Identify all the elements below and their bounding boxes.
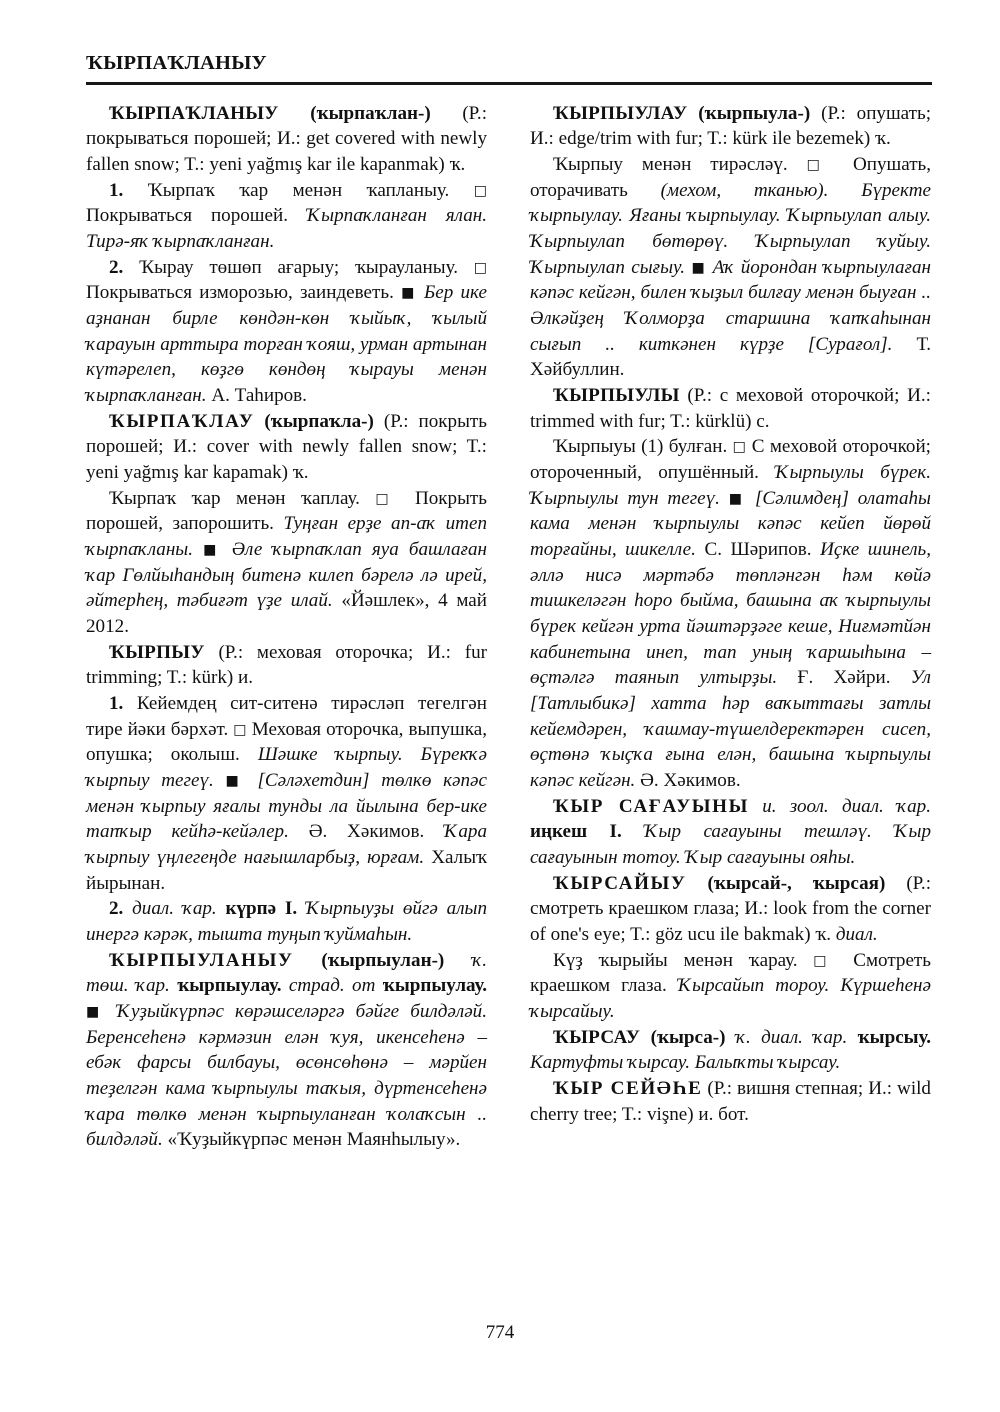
sense-definition-ru: Покрываться изморозью, заиндеветь. [86,282,394,304]
headword: ҠЫРПЫУЛАНЫУ [109,949,294,971]
sense-definition-ba: Кейемдең сит-ситенә тирәсләп тегелгән тире йәки бәрхәт. [86,693,487,740]
filled-square-icon: ■ [401,285,417,302]
header-rule [86,82,932,85]
citation-source: Ә. Хәкимов. [640,770,741,792]
headword-gloss: (Р.: смотреть краешком глаза; И.: look from the corner of one's eye; T.: göz ucu ile bakmak) ҡ. [530,872,931,946]
entry-headline [530,1076,931,1127]
sense-examples: Бүректе ҡырпыулау. Яғаны ҡырпыулау. Ҡырпыулап алыу. Ҡырпыулап бөтөрөү. Ҡырпыулап ҡуйыу. Ҡырпыулап сығыу. [530,179,931,278]
citation-source: «Ҡуҙыйкүрпәс менән Маянһылыу». [167,1129,461,1151]
left-column [86,101,487,1154]
headword-form: (ҡырсай-, ҡырсая) [707,872,886,894]
page-number: 774 [485,1322,515,1343]
citation-text: Бер ике аҙнанан бирле көндән-көн ҡыйыҡ, ҡылый ҡарауын арттыра торған ҡояш, урман артынан күтәрелеп, көҙгө көндөң ҡырауы менән ҡырпаҡланған. [86,282,487,406]
sense-definition-ru: Опушать, оторачивать [530,153,932,201]
sense-block [86,178,487,255]
sense-examples: Картуфты ҡырсау. Балыҡты ҡырсау. [530,1052,841,1074]
entry-headline [530,1025,931,1076]
open-square-icon: □ [806,156,835,173]
sense-examples: Ҡырпаҡланған ялан. Тирә-яҡ ҡырпаҡланған. [86,205,487,252]
sense-definition-ba: Ҡырпаҡ ҡар менән ҡаплау. [109,487,360,509]
open-square-icon: □ [813,952,838,969]
sense-examples: Шәшке ҡырпыу. Бүрекҡә ҡырпыу тегеү. [86,744,487,792]
headword-form: (ҡырпаҡлан-) [310,102,431,124]
sense-examples: Ҡырсайып тороу. Күршеһенә ҡырсайыу. [530,975,931,1023]
sense-number: 2. [109,256,124,278]
entry-headline [530,101,931,152]
headword: ҠЫРПЫУЛАУ [553,102,688,124]
sense-block [530,152,931,383]
cross-reference[interactable]: ҡырпыулау. [382,975,488,997]
sense-examples: Ҡыр сағауыны тешләү. Ҡыр сағауынын тотоу. Ҡыр сағауыны ояһы. [530,821,931,869]
sense-definition-ba: Ҡырпыуы (1) булған. [553,436,728,458]
headword: ҠЫРПЫУЛЫ [553,384,680,406]
cross-reference[interactable]: иңкеш I. [530,821,622,843]
headword-gloss: (Р.: меховая оторочка; И.: fur trimming; T.: kürk) и. [86,641,487,689]
citation-text: Ҡара ҡырпыу үңлегеңде нағышларбыҙ, юрғам. [86,821,487,869]
citation-source: Ә. Хәкимов. [308,821,425,843]
sense-definition-ru: Меховая оторочка, выпушка, опушка; околыш. [86,718,488,766]
headword-form: (ҡырпыулан-) [321,949,445,971]
citation-source: С. Шәрипов. [704,538,812,560]
headword-labels: и. зоол. диал. ҡар. [762,795,931,817]
entry-headline [86,409,487,486]
open-square-icon: □ [732,439,747,456]
sense-labels: диал. ҡар. [132,898,217,920]
sense-block [86,691,487,896]
headword: ҠЫРСАЙЫУ [553,872,687,894]
headword-labels: диал. [835,924,878,946]
sense-definition-ru: Смотреть краешком глаза. [530,949,931,997]
entry-headline [86,101,487,178]
headword-form: (ҡырпыула-) [698,102,811,124]
headword-gloss: (Р.: вишня степная; И.: wild cherry tree; T.: vişne) и. бот. [530,1078,931,1125]
citation-source: Халыҡ йырынан. [86,847,487,894]
running-head: ҠЫРПАҠЛАНЫУ [86,52,267,74]
sense-definition-ba: Ҡырау төшөп ағарыу; ҡырауланыу. [139,256,458,278]
sense-block [530,434,931,793]
sense-definition-note: (мехом, тканью). [660,179,829,201]
sense-number: 1. [109,693,124,714]
sense-block [530,948,931,1025]
sense-examples: Туңған ерҙе ап-аҡ итеп ҡырпаҡланы. [86,513,487,560]
two-column-body [86,101,932,1154]
sense-block [86,255,487,409]
sense-block [86,486,487,640]
citation-text: [Сәлимдең] олатаһы кама менән ҡырпыулы кәпәс кейеп йөрөй торғайны, шикелле. [530,487,931,560]
citation-source: Т. Хәйбуллин. [530,333,931,381]
headword: ҠЫРПЫУ [109,641,205,663]
sense-definition-ba: Ҡырпаҡ ҡар менән ҡапланыу. [147,179,450,201]
citation-text: Ҡуҙыйкүрпәс көрәшселәргә бәйге билдәләй. Беренсеһенә кәрмәзин елән ҡуя, икенсеһенә – ебәк фарсы билбауы, өсөнсөһөнә – мәрйен теҙелгән кама ҡырпыулы таҡыя, дүртенсеһенә ҡара төлкө менән ҡырпыуланған ҡолаҡсын .. билдәләй. [86,1001,487,1151]
headword: ҠЫР САҒАУЫНЫ [553,795,749,817]
cross-reference[interactable]: ҡырпыулау. [177,975,282,997]
headword-form: (ҡырпаҡла-) [264,410,374,432]
filled-square-icon: ■ [225,773,246,790]
headword-labels: ҡ. диал. ҡар. [735,1026,848,1048]
sense-number: 1. [109,179,124,201]
cross-reference[interactable]: ҡырсыу. [857,1026,931,1048]
citation-text: [Сәләхетдин] төлкө кәпәс менән ҡырпыу яғалы тунды ла йылына бер-ике тапҡыр кейһә-кейәлер. [86,770,488,843]
sense-definition-ba: Ҡырпыу менән тирәсләү. [553,153,788,175]
headword-gloss: (Р.: покрываться порошей; И.: get covered with newly fallen snow; T.: yeni yağmış kar ile kapanmak) ҡ. [86,102,487,175]
entry-headline [530,794,931,871]
filled-square-icon: ■ [86,1004,106,1021]
filled-square-icon: ■ [691,259,707,276]
citation-text: Аҡ йорондан ҡырпыулаған кәпәс кейгән, билен ҡыҙыл билғау менән быуған .. Әлкәйҙең Ҡолморҙа старшина ҡапҡаһынан сығып .. киткәнен күрҙе [Сурағол]. [530,256,931,355]
citation-source: А. Таһиров. [211,384,307,406]
cross-reference[interactable]: күрпә I. [225,898,298,920]
filled-square-icon: ■ [728,490,747,507]
entry-headline [86,640,487,691]
headword-gloss: ҡ. төш. ҡар. [86,949,487,997]
open-square-icon: □ [473,259,487,276]
grammar-note: страд. от [288,975,376,997]
sense-definition-ru: Покрываться порошей. [86,205,288,227]
citation-text: Иҫке шинель, әллә нисә мәртәбә төпләнгән һәм көйә тишкеләгән һоро быйма, башына аҡ ҡырпыулы бүрек кейгән урта йәштәрҙәге кеше, Ниғмәтйән кабинетына инеп, тап уның ҡаршыһына – өҫтәлгә таянып ултырҙы. [530,538,932,689]
sense-definition-ru: С меховой оторочкой; отороченный, опушённый. [530,436,931,483]
filled-square-icon: ■ [203,541,222,558]
sense-definition-ru: Покрыть порошей, запорошить. [86,487,487,535]
entry-headline [530,871,931,948]
headword-gloss: (Р.: покрыть порошей; И.: cover with newly fallen snow; T.: yeni yağmış kar kapamak) ҡ. [86,410,487,483]
headword: ҠЫРПАҠЛАУ [109,410,255,432]
entry-headline [86,948,487,1153]
citation-text: Ул [Татлыбикә] хатта һәр ваҡыттағы затлы кейемдәрен, ҡашмау-түшелдеректәрен сисеп, өҫтөнә ҡыҫҡа ғына елән, башына ҡырпыулы кәпәс кейгән. [530,667,932,792]
right-column [530,101,931,1128]
open-square-icon: □ [375,490,400,507]
entry-headline [530,383,931,434]
headword-form: (ҡырса-) [650,1026,726,1048]
headword: ҠЫРПАҠЛАНЫУ [109,102,279,124]
headword: ҠЫРСАУ [553,1026,641,1048]
citation-source: «Йәшлек», 4 май 2012. [86,590,487,637]
headword-gloss: (Р.: с меховой оторочкой; И.: trimmed with fur; T.: kürklü) с. [530,384,931,432]
citation-source: Ғ. Хәйри. [797,667,891,689]
sense-block [86,896,487,947]
sense-examples: Ҡырпыулы бүрек. Ҡырпыулы тун тегеү. [530,461,931,509]
citation-text: Әле ҡырпаҡлап яуа башлаған ҡар Гөлйыһандың битенә килеп бәрелә лә ирей, әйтерһең, тәбиғәт үҙе илай. [86,538,488,612]
sense-number: 2. [109,898,124,920]
sense-examples: Ҡырпыуҙы өйгә алып инергә кәрәк, тышта туңып ҡуймаһын. [86,898,488,946]
headword-gloss: (Р.: опушать; И.: edge/trim with fur; T.: kürk ile bezemek) ҡ. [530,102,932,150]
open-square-icon: □ [233,721,247,738]
headword: ҠЫР СЕЙӘҺЕ [553,1078,703,1100]
sense-definition-ba: Күҙ ҡырыйы менән ҡарау. [553,949,798,971]
open-square-icon: □ [473,182,488,199]
